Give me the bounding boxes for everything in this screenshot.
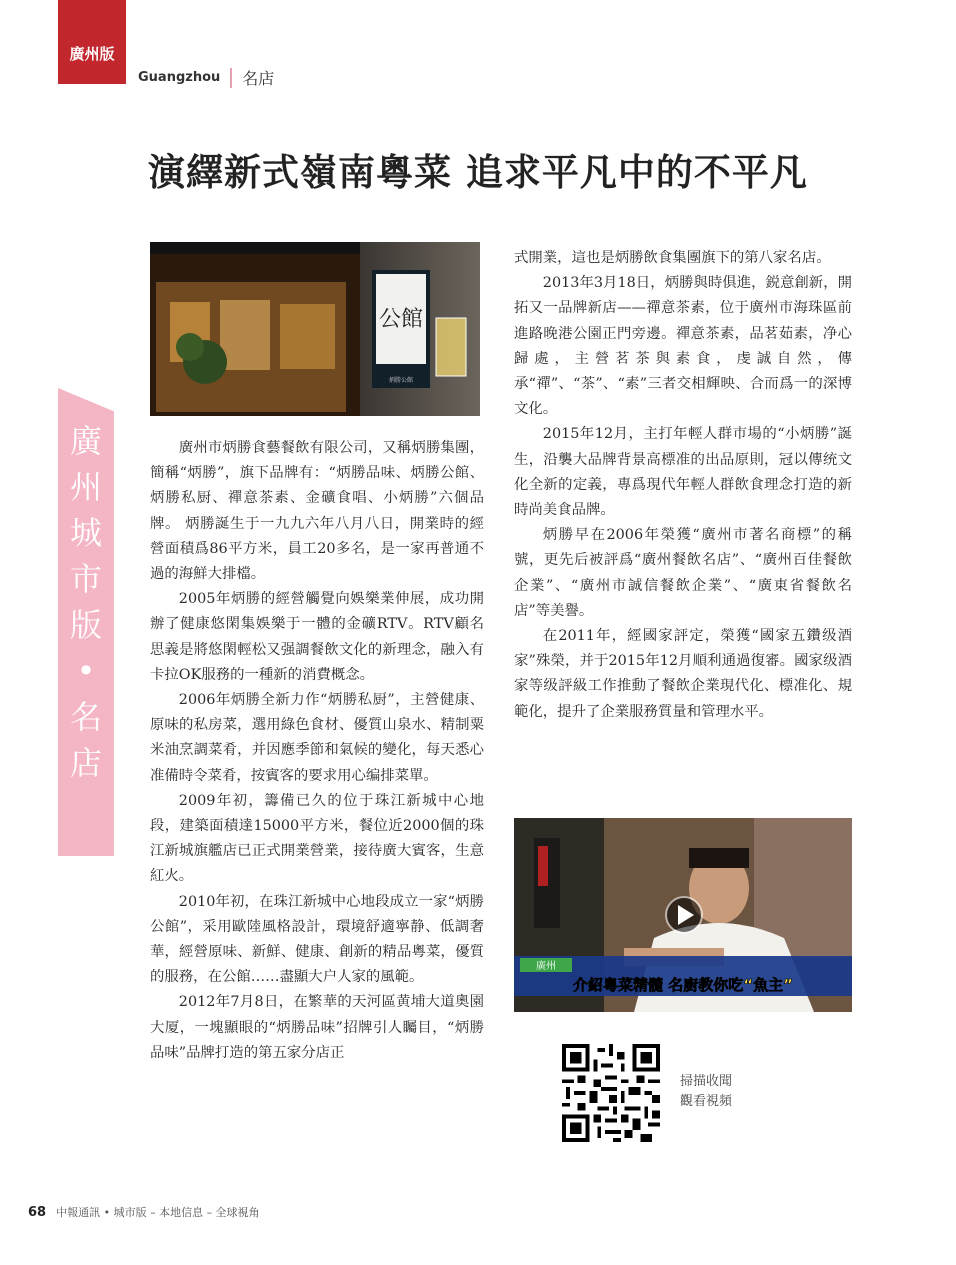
edition-label: 廣州版	[69, 44, 115, 63]
qr-caption-line: 觀看視頻	[680, 1094, 733, 1109]
section-label-en: Guangzhou	[138, 70, 221, 85]
section-header	[138, 66, 274, 89]
article-headline: 演繹新式嶺南粵菜 追求平凡中的不平凡	[148, 150, 808, 194]
video-player[interactable]	[514, 818, 852, 1012]
page-footer	[28, 1204, 260, 1220]
video-thumbnail	[514, 818, 852, 1012]
video-caption-tag: 廣州	[536, 961, 556, 972]
article-column-left	[150, 436, 484, 1066]
side-char: 店	[69, 744, 102, 782]
side-char: •	[76, 652, 96, 690]
side-char: 州	[69, 468, 102, 506]
qr-code[interactable]	[562, 1044, 660, 1142]
paragraph: 2013年3月18日，炳勝與時俱進，鋭意創新，開拓又一品牌新店——禪意茶素，位于廣州市海珠區前進路晚港公園正門旁邊。禪意茶素，品茗茹素，净心歸處，主營茗茶與素食，虔誠自然，傳承“禪”、“茶”、“素”三者交相輝映、合而爲一的深博文化。	[514, 275, 852, 418]
footer-text: 中報通訊 • 城市版 – 本地信息 – 全球視角	[56, 1206, 260, 1219]
store-sign-subtext: 炳勝公館	[388, 377, 414, 384]
store-photo	[150, 242, 480, 416]
side-char: 市	[69, 560, 102, 598]
page-number: 68	[28, 1205, 47, 1220]
side-char: 版	[69, 606, 102, 644]
section-divider	[230, 68, 232, 88]
paragraph: 在2011年，經國家評定，榮獲“國家五鑽级酒家”殊榮，并于2015年12月順利通過復審。國家级酒家等级評級工作推動了餐飲企業現代化、標准化、規範化，提升了企業服務質量和管理水平。	[514, 628, 852, 720]
article-column-right	[514, 246, 852, 725]
paragraph: 2012年7月8日，在繁華的天河區黄埔大道奧園大厦，一塊顯眼的“炳勝品味”招牌引人矚目，“炳勝品味”品牌打造的第五家分店正	[150, 994, 484, 1061]
side-banner-text	[58, 418, 114, 786]
paragraph: 2006年炳勝全新力作“炳勝私厨”，主營健康、原味的私房菜，選用綠色食材、優質山泉水、精制粟米油烹調菜肴，并因應季節和氣候的變化，每天悉心准備時令菜肴，按賓客的要求用心编排菜單。	[150, 692, 484, 784]
store-sign-text: 公館	[378, 307, 424, 332]
edition-tab	[58, 0, 126, 84]
qr-caption-line: 掃描收聞	[680, 1074, 733, 1089]
play-icon[interactable]	[666, 897, 702, 933]
qr-caption	[680, 1072, 732, 1112]
paragraph: 廣州市炳勝食藝餐飲有限公司，又稱炳勝集團，簡稱“炳勝”，旗下品牌有：“炳勝品味、炳勝公館、炳勝私厨、禪意茶素、金礦食唱、小炳勝”六個品牌。 炳勝誕生于一九九六年八月八日，開業時的經營面積爲86平方米，員工20多名，是一家再普通不過的海鮮大排檔。	[150, 440, 484, 583]
paragraph: 2005年炳勝的經營觸覺向娛樂業伸展，成功開辦了健康悠閑集娛樂于一體的金礦RTV。RTV顧名思義是將悠閑輕松又强調餐飲文化的新理念，融入有卡拉OK服務的一種新的消費概念。	[150, 591, 484, 683]
section-label-zh: 名店	[242, 69, 275, 88]
video-caption-main: 介紹粵菜精髓 名廚教你吃“魚主”	[573, 976, 793, 994]
store-photo-illustration	[150, 242, 480, 416]
side-char: 城	[69, 514, 102, 552]
paragraph: 式開業，這也是炳勝飲食集團旗下的第八家名店。	[514, 250, 831, 266]
paragraph: 2015年12月，主打年輕人群市場的“小炳勝”誕生，沿襲大品牌背景高標准的出品原則，冠以傳统文化全新的定義，專爲現代年輕人群飲食理念打造的新時尚美食品牌。	[514, 426, 852, 519]
side-char: 名	[69, 698, 102, 736]
side-char: 廣	[69, 422, 102, 460]
paragraph: 炳勝早在2006年榮獲“廣州市著名商標”的稱號，更先后被評爲“廣州餐飲名店”、“廣州百佳餐飲企業”、“廣州市誠信餐飲企業”、“廣東省餐飲名店”等美譽。	[514, 527, 852, 619]
paragraph: 2009年初，籌備已久的位于珠江新城中心地段，建築面積達15000平方米，餐位近2000個的珠江新城旗艦店已正式開業營業，接待廣大賓客，生意紅火。	[150, 792, 484, 885]
paragraph: 2010年初，在珠江新城中心地段成立一家“炳勝公館”，采用歐陸風格設計，環境舒適寧静、低調奢華，經營原味、新鮮、健康、創新的精品粵菜，優質的服務，在公館……盡顯大户人家的風範。	[150, 893, 484, 986]
